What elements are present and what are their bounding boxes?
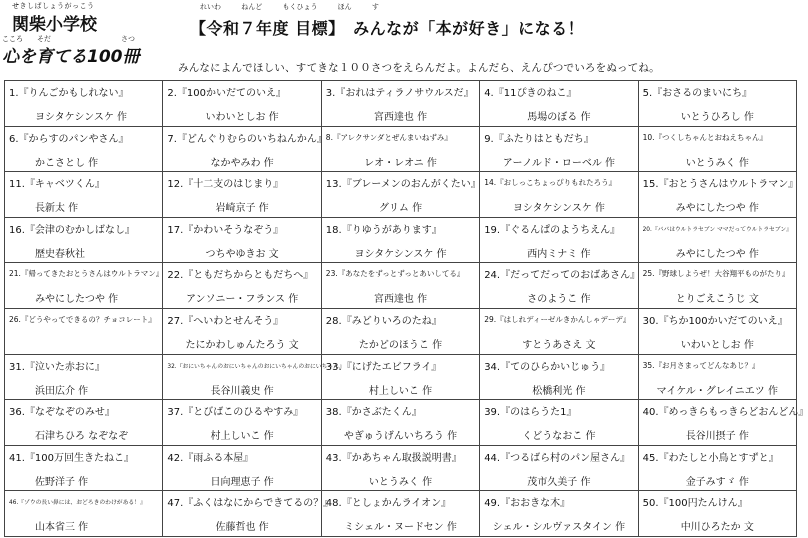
book-cell[interactable] bbox=[322, 172, 480, 218]
book-cell[interactable] bbox=[480, 263, 641, 309]
book-author: アンソニー・フランス 作 bbox=[185, 294, 299, 306]
slogan-ruby: こころ そだ さつ bbox=[2, 35, 135, 43]
book-title: 12.『十二支のはじまり』 bbox=[167, 179, 284, 191]
book-title: 28.『みどりいろのたね』 bbox=[325, 315, 442, 327]
book-cell[interactable] bbox=[639, 355, 797, 401]
book-author: 長新太 作 bbox=[35, 203, 79, 215]
book-author: やぎゅうげんいちろう 作 bbox=[343, 431, 458, 443]
book-title: 34.『てのひらかいじゅう』 bbox=[484, 361, 611, 373]
book-author: いわいとしお 作 bbox=[680, 339, 754, 351]
book-title: 1.『りんごかもしれない』 bbox=[9, 88, 129, 99]
book-author: 宮西達也 作 bbox=[373, 294, 428, 306]
book-author: とりごえこうじ 文 bbox=[675, 294, 759, 306]
book-author: 歴史春秋社 bbox=[35, 248, 85, 260]
book-author: いとうみく 作 bbox=[368, 476, 433, 488]
book-cell[interactable] bbox=[639, 309, 797, 355]
book-title: 38.『かさぶたくん』 bbox=[325, 407, 422, 419]
book-title: 11.『キャベツくん』 bbox=[9, 179, 105, 191]
book-title: 16.『会津のむかしばなし』 bbox=[9, 224, 135, 236]
book-title: 50.『100円たんけん』 bbox=[642, 498, 748, 510]
book-title: 14.『おしっこちょっぴりもれたろう』 bbox=[484, 178, 617, 188]
book-cell[interactable] bbox=[322, 400, 480, 446]
book-title: 9.『ふたりはともだち』 bbox=[484, 133, 594, 145]
book-cell[interactable] bbox=[5, 446, 163, 492]
book-title: 25.『野球しようぜ！大谷翔平ものがたり』 bbox=[642, 269, 790, 279]
goal-ruby: れいわ ねんど もくひょう ほん す bbox=[200, 3, 379, 11]
book-cell[interactable] bbox=[480, 218, 638, 264]
book-title: 19.『ぐるんぱのようちえん』 bbox=[484, 224, 621, 236]
book-cell[interactable] bbox=[163, 491, 334, 537]
book-cell[interactable] bbox=[639, 491, 797, 537]
book-title: 33.『にげたエビフライ』 bbox=[325, 361, 442, 373]
book-author: くどうなおこ 作 bbox=[522, 431, 596, 443]
book-cell[interactable] bbox=[639, 172, 797, 218]
book-cell[interactable] bbox=[163, 400, 321, 446]
book-cell[interactable] bbox=[322, 81, 480, 127]
book-author: レオ・レオニ 作 bbox=[364, 157, 437, 169]
book-cell[interactable] bbox=[639, 127, 797, 173]
book-cell[interactable] bbox=[322, 127, 480, 173]
book-cell[interactable] bbox=[480, 355, 638, 401]
book-author: 村上しいこ 作 bbox=[210, 431, 274, 443]
school-name: 関柴小学校 bbox=[12, 15, 97, 35]
book-author: 松橋利光 作 bbox=[532, 385, 586, 397]
book-cell[interactable] bbox=[5, 81, 163, 127]
book-author: 長谷川摂子 作 bbox=[685, 431, 749, 443]
book-author: 浜田広介 作 bbox=[35, 385, 89, 397]
book-title: 35.『お月さまってどんなあじ？』 bbox=[642, 360, 760, 370]
book-title: 13.『ブレーメンのおんがくたい』 bbox=[325, 179, 481, 191]
book-title: 36.『なぞなぞのみせ』 bbox=[9, 407, 115, 419]
book-cell[interactable] bbox=[5, 355, 163, 401]
book-cell[interactable] bbox=[163, 263, 321, 309]
book-author: ミシェル・ヌードセン 作 bbox=[344, 522, 457, 534]
book-author: みやにしたつや 作 bbox=[675, 248, 759, 260]
book-cell[interactable] bbox=[480, 446, 638, 492]
book-author: 山本省三 作 bbox=[35, 522, 89, 534]
book-title: 23.『あなたをずっとずっとあいしてる』 bbox=[325, 269, 465, 279]
book-title: 22.『ともだちからともだちへ』 bbox=[167, 270, 314, 282]
book-title: 6.『からすのパンやさん』 bbox=[9, 133, 129, 145]
book-cell[interactable] bbox=[322, 491, 480, 537]
book-author: 中川ひろたか 文 bbox=[680, 522, 754, 534]
book-cell[interactable] bbox=[639, 400, 808, 446]
book-title: 39.『のはらうた1』 bbox=[484, 407, 577, 419]
book-cell[interactable] bbox=[163, 355, 345, 401]
book-cell[interactable] bbox=[163, 81, 321, 127]
book-title: 43.『かあちゃん取扱説明書』 bbox=[325, 452, 462, 464]
book-author: 宮西達也 作 bbox=[373, 112, 428, 123]
page-header bbox=[0, 0, 800, 74]
book-cell[interactable] bbox=[322, 263, 480, 309]
book-cell[interactable] bbox=[5, 218, 163, 264]
book-author: 村上しいこ 作 bbox=[368, 385, 433, 397]
book-title: 42.『雨ふる本屋』 bbox=[167, 452, 254, 464]
book-author: たかどのほうこ 作 bbox=[358, 339, 443, 351]
book-cell[interactable] bbox=[480, 400, 638, 446]
book-title: 24.『だってだってのおばあさん』 bbox=[484, 270, 641, 282]
book-author: アーノルド・ローベル 作 bbox=[502, 157, 616, 169]
book-title: 29.『はしれディーゼルきかんしゃデーデ』 bbox=[484, 314, 631, 324]
book-title: 3.『おれはティラノサウルスだ』 bbox=[325, 88, 474, 99]
book-author: いわいとしお 作 bbox=[205, 112, 279, 123]
book-title: 47.『ふくはなにからできてるの？』 bbox=[167, 498, 334, 510]
book-title: 49.『おおきな木』 bbox=[484, 498, 571, 510]
book-cell[interactable] bbox=[5, 491, 163, 537]
book-title: 2.『100かいだてのいえ』 bbox=[167, 88, 287, 99]
book-title: 40.『めっきらもっきらどおんどん』 bbox=[642, 407, 808, 419]
book-title: 45.『わたしと小鳥とすずと』 bbox=[642, 452, 779, 464]
book-title: 20.『パパはウルトラセブン ママだってウルトラセブン』 bbox=[642, 226, 792, 233]
book-author: ヨシタケシンスケ 作 bbox=[354, 248, 447, 260]
book-title: 46.『ゾウの長い鼻には、おどろきのわけがある！』 bbox=[9, 500, 146, 507]
book-author: シェル・シルヴァスタイン 作 bbox=[492, 522, 626, 534]
book-cell[interactable] bbox=[322, 355, 480, 401]
book-cell[interactable] bbox=[322, 446, 480, 492]
book-cell[interactable] bbox=[163, 172, 321, 218]
book-author: 岩崎京子 作 bbox=[215, 203, 269, 215]
book-cell[interactable] bbox=[163, 309, 321, 355]
book-author: つちやゆきお 文 bbox=[205, 248, 279, 260]
book-title: 48.『としょかんライオン』 bbox=[325, 498, 452, 510]
book-cell[interactable] bbox=[639, 263, 797, 309]
book-cell[interactable] bbox=[322, 309, 480, 355]
book-author: さのようこ 作 bbox=[527, 294, 591, 306]
book-cell[interactable] bbox=[480, 172, 638, 218]
book-title: 30.『ちか100かいだてのいえ』 bbox=[642, 315, 788, 327]
book-title: 41.『100万回生きたねこ』 bbox=[9, 452, 134, 464]
book-author: 茂市久美子 作 bbox=[527, 476, 591, 488]
book-title: 44.『つるばら村のパン屋さん』 bbox=[484, 452, 631, 464]
book-author: 佐藤哲也 作 bbox=[215, 522, 269, 534]
book-author: 日向理恵子 作 bbox=[210, 476, 274, 488]
book-title: 5.『おさるのまいにち』 bbox=[642, 88, 753, 99]
book-title: 18.『りゆうがあります』 bbox=[325, 224, 442, 236]
book-title: 17.『かわいそうなぞう』 bbox=[167, 224, 284, 236]
book-cell[interactable] bbox=[5, 172, 163, 218]
book-cell[interactable] bbox=[480, 127, 638, 173]
book-title: 10.『つくしちゃんとおねえちゃん』 bbox=[642, 132, 768, 142]
book-cell[interactable] bbox=[322, 218, 480, 264]
book-cell[interactable] bbox=[639, 218, 797, 264]
book-author: 金子みすゞ 作 bbox=[685, 476, 749, 488]
book-cell[interactable] bbox=[5, 400, 163, 446]
book-cell[interactable] bbox=[163, 127, 327, 173]
book-author: ヨシタケシンスケ 作 bbox=[35, 112, 128, 123]
book-cell[interactable] bbox=[480, 81, 638, 127]
slogan: 心を育てる100冊 bbox=[2, 47, 140, 67]
school-name-ruby: せきしばしょうがっこう bbox=[12, 2, 95, 10]
book-author: グリム 作 bbox=[378, 203, 423, 215]
book-title: 27.『へいわとせんそう』 bbox=[167, 315, 284, 327]
book-cell[interactable] bbox=[639, 446, 797, 492]
book-author: すとうあさえ 文 bbox=[522, 339, 596, 351]
book-title: 31.『泣いた赤おに』 bbox=[9, 361, 105, 373]
book-title: 26.『どうやってできるの？チョコレート』 bbox=[9, 314, 156, 324]
book-author: いとうひろし 作 bbox=[680, 112, 754, 123]
book-author: 馬場のぼる 作 bbox=[527, 112, 591, 123]
book-author: 石津ちひろ なぞなぞ bbox=[35, 431, 129, 443]
book-author: マイケル・グレイニエツ 作 bbox=[656, 385, 778, 397]
book-author: いとうみく 作 bbox=[685, 157, 749, 169]
book-cell[interactable] bbox=[163, 446, 321, 492]
intro-text: みんなによんでほしい、すてきな１００さつをえらんだよ。よんだら、えんぴつでいろをぬってね。 bbox=[178, 62, 660, 74]
book-title: 32.『おにいちゃんのおにいちゃんのおにいちゃんのおにいちゃん』 bbox=[167, 363, 345, 370]
book-title: 37.『とびばこのひるやすみ』 bbox=[167, 407, 304, 419]
book-author: 西内ミナミ 作 bbox=[527, 248, 591, 260]
book-cell[interactable] bbox=[639, 81, 797, 127]
book-author: かこさとし 作 bbox=[35, 157, 99, 169]
book-author: なかやみわ 作 bbox=[210, 157, 274, 169]
book-cell[interactable] bbox=[480, 309, 638, 355]
book-cell[interactable] bbox=[5, 309, 163, 355]
book-title: 7.『どんぐりむらのいちねんかん』 bbox=[167, 133, 327, 145]
book-title: 8.『アレクサンダとぜんまいねずみ』 bbox=[325, 132, 452, 142]
book-author: みやにしたつや 作 bbox=[675, 203, 759, 215]
book-author: みやにしたつや 作 bbox=[35, 294, 119, 306]
book-cell[interactable] bbox=[5, 263, 163, 309]
book-author: 佐野洋子 作 bbox=[35, 476, 89, 488]
book-title: 21.『帰ってきたおとうさんはウルトラマン』 bbox=[9, 269, 164, 279]
book-cell[interactable] bbox=[5, 127, 163, 173]
book-author: たにかわしゅんたろう 文 bbox=[185, 339, 299, 351]
book-cell[interactable] bbox=[163, 218, 321, 264]
book-title: 15.『おとうさんはウルトラマン』 bbox=[642, 179, 799, 191]
book-cell[interactable] bbox=[480, 491, 638, 537]
book-list-grid bbox=[4, 80, 808, 537]
goal-title: 【令和７年度 目標】 みんなが「本が好き」になる！ bbox=[190, 19, 585, 38]
book-author: ヨシタケシンスケ 作 bbox=[512, 203, 605, 215]
book-title: 4.『11ぴきのねこ』 bbox=[484, 88, 577, 99]
book-author: 長谷川義史 作 bbox=[210, 385, 274, 397]
